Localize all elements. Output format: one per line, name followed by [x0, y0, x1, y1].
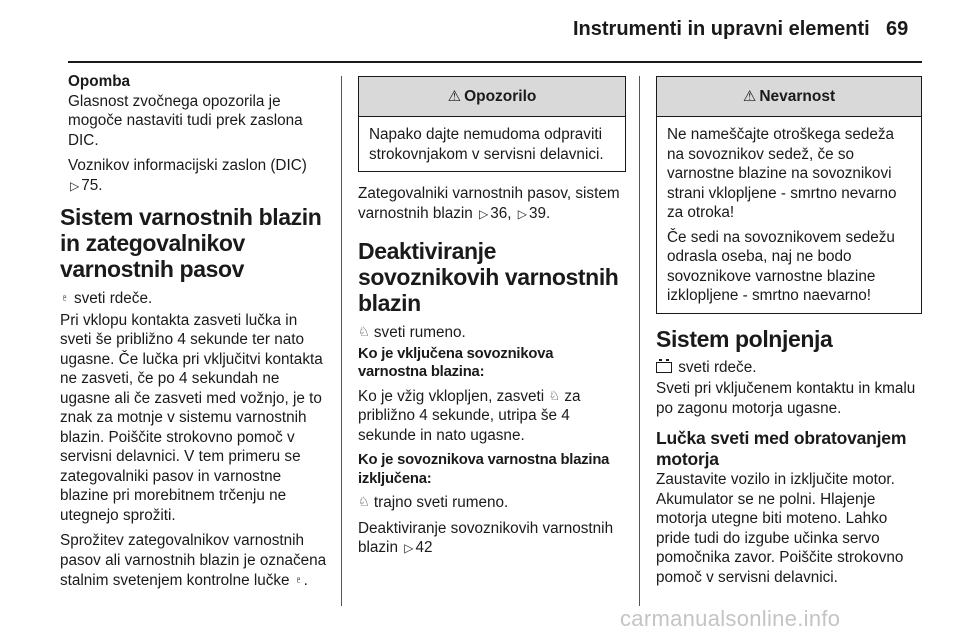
subheading-airbag-off: Ko je sovoznikova varnostna blazina izključena:	[358, 452, 610, 487]
airbag-paragraph-2	[60, 531, 328, 591]
passenger-airbag-off-icon: ♘	[358, 494, 370, 509]
passenger-airbag-off-icon: ♘	[548, 387, 561, 403]
subheading-airbag-on: Ko je vključena sovoznikova varnostna blazina:	[358, 345, 554, 380]
warning-box-body	[359, 117, 625, 171]
passenger-airbag-off-icon: ♘	[358, 324, 370, 339]
airbag-paragraph-2-end: .	[303, 572, 308, 589]
warning-box	[358, 76, 626, 172]
note-paragraph-2	[68, 156, 328, 196]
danger-box-body	[657, 117, 921, 313]
reference-arrow-icon: ▷	[404, 541, 414, 555]
danger-box-title: Nevarnost	[759, 87, 836, 105]
column-2	[358, 76, 626, 565]
danger-box-paragraph-1: Ne nameščajte otroškega sedeža na sovoznikov sedež, če so varnostne blazine na sovoznikovi strani vklopljene - smrtno nevarno za otroka!	[667, 126, 897, 221]
section-heading-airbag-system: Sistem varnostnih blazin in zategovalnikov varnostnih pasov	[60, 204, 322, 282]
section-heading-passenger-airbag-deactivation: Deaktiviranje sovoznikovih varnostnih blazin	[358, 238, 619, 316]
battery-icon-line	[656, 358, 922, 378]
column-divider-2	[639, 76, 640, 606]
reference-2: 39.	[529, 204, 551, 222]
warning-box-header	[359, 77, 625, 117]
airbag-on-text-a: Ko je vžig vklopljen, zasveti	[358, 387, 545, 405]
deactivation-reference-text: Deaktiviranje sovoznikovih varnostnih blazin	[358, 519, 614, 556]
airbag-icon-line	[60, 288, 328, 309]
airbag-on-paragraph	[358, 386, 626, 446]
deactivation-reference: 42	[415, 539, 433, 556]
charging-paragraph-2: Zaustavite vozilo in izključite motor. Akumulator se ne polni. Hlajenje motorja utegne biti moteno. Lahko pride tudi do izgube učinka servo pomočnika zavor. Poiščite strokovno pomoč v servisni delavnici.	[656, 471, 904, 586]
airbag-off-paragraph	[358, 492, 626, 513]
warning-triangle-icon: ⚠	[742, 87, 757, 105]
note-block	[68, 72, 328, 196]
airbag-icon: ♇	[293, 572, 304, 587]
note-paragraph-2-text: Voznikov informacijski zaslon (DIC)	[68, 157, 307, 174]
note-paragraph-1: Glasnost zvočnega opozorila je mogoče nastaviti tudi prek zaslona DIC.	[68, 92, 303, 149]
header-rule	[68, 61, 922, 63]
battery-icon-text: sveti rdeče.	[678, 358, 757, 376]
airbag-on-text-b: za približno 4 sekunde, utripa še 4 sekunde in nato ugasne.	[358, 387, 581, 444]
warning-triangle-icon: ⚠	[447, 87, 462, 105]
danger-box-paragraph-2: Če sedi na sovoznikovem sedežu odrasla oseba, naj ne bodo sovoznikove varnostne blazine izklopljene - smrtno naevarno!	[667, 228, 895, 304]
airbag-paragraph-1: Pri vklopu kontakta zasveti lučka in sveti še približno 4 sekunde ter nato ugasne. Če lučka pri vključitvi kontakta ne zasveti, če po 4 sekundah ne ugasne ali če zasveti med vožnjo, je to znak za motnje v sistemu varnostnih blazin. Poiščite strokovno pomoč v servisni delavnici. V tem primeru se zategovalniki pasov in varnostne blazine pri morebitnem trčenju ne utegnejo sprožiti.	[60, 311, 323, 524]
column-1	[60, 72, 328, 597]
reference-1: 36,	[490, 204, 512, 222]
airbag-icon: ♇	[60, 290, 70, 305]
reference-arrow-icon: ▷	[517, 206, 528, 221]
passenger-airbag-icon-line	[358, 322, 626, 343]
reference-arrow-icon: ▷	[70, 178, 80, 193]
airbag-paragraph-2-text: Sprožitev zategovalnikov varnostnih pasov ali varnostnih blazin je označena stalnim svetenjem kontrolne lučke	[60, 532, 327, 589]
airbag-off-text: trajno sveti rumeno.	[373, 494, 509, 511]
passenger-airbag-icon-text: sveti rumeno.	[373, 324, 466, 341]
warning-box-text: Napako dajte nemudoma odpraviti strokovnjakom v servisni delavnici.	[369, 126, 604, 163]
airbag-icon-text: sveti rdeče.	[74, 290, 153, 307]
page-number: 69	[886, 18, 909, 40]
deactivation-reference-paragraph	[358, 519, 626, 559]
danger-box	[656, 76, 922, 314]
column-3	[656, 76, 922, 593]
page-title: Instrumenti in upravni elementi	[573, 18, 870, 40]
reference-arrow-icon: ▷	[479, 206, 489, 221]
note-title: Opomba	[68, 73, 131, 90]
column-divider-1	[341, 76, 342, 606]
reference-paragraph-text: Zategovalniki varnostnih pasov, sistem varnostnih blazin	[358, 185, 620, 222]
danger-box-header	[657, 77, 921, 117]
battery-icon	[656, 362, 672, 373]
warning-box-title: Opozorilo	[464, 87, 537, 105]
section-heading-charging-system: Sistem polnjenja	[656, 325, 833, 352]
subheading-light-during-operation: Lučka sveti med obratovanjem motorja	[656, 428, 907, 469]
reference-paragraph	[358, 184, 626, 224]
page-header	[0, 0, 960, 60]
note-ref: 75.	[81, 176, 103, 194]
watermark: carmanualsonline.info	[620, 606, 841, 631]
charging-paragraph-1: Sveti pri vključenem kontaktu in kmalu po zagonu motorja ugasne.	[656, 380, 916, 417]
